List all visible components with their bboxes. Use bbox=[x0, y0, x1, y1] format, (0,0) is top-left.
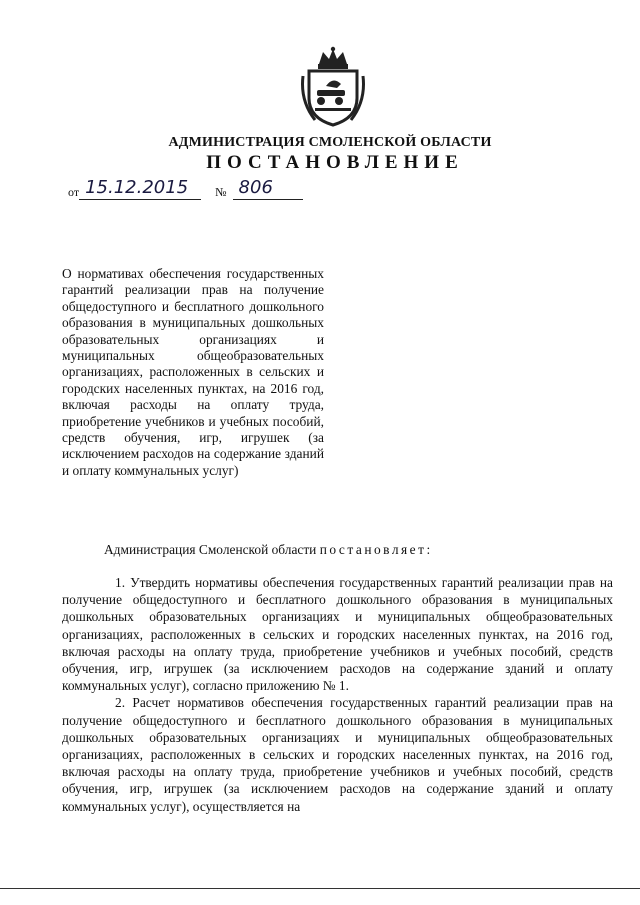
date-label: от bbox=[68, 185, 80, 199]
smolensk-coat-of-arms-icon bbox=[299, 46, 367, 128]
organization-name: АДМИНИСТРАЦИЯ СМОЛЕНСКОЙ ОБЛАСТИ bbox=[168, 135, 492, 150]
preamble-verb: постановляет: bbox=[319, 542, 433, 557]
paragraph-1: 1. Утвердить нормативы обеспечения государственных гарантий реализации прав на получение общедоступного и бесплатного дошкольного образования в муниципальных дошкольных образовательных организациях и муниципальных общеобразовательных организациях, расположенных в сельских и городских населенных пунктах, на 2016 год, включая расходы на оплату труда, приобретение учебников и учебных пособий, средств обучения, игр, игрушек (за исключением расходов на содержание зданий и оплату коммунальных услуг), согласно приложению № 1. bbox=[62, 575, 613, 694]
number-label: № bbox=[215, 185, 227, 199]
document-subject: О нормативах обеспечения государственных гарантий реализации прав на получение общедоступного и бесплатного дошкольного образования в муниципальных дошкольных образовательных организациях и муниципальных общеобразовательных организациях, расположенных в сельских и городских населенных пунктах, на 2016 год, включая расходы на оплату труда, приобретение учебников и учебных пособий, средств обучения, игр, игрушек (за исключением расходов на содержание зданий и оплату коммунальных услуг) bbox=[62, 266, 324, 478]
handwritten-number: 806 bbox=[233, 177, 303, 200]
paragraph-2: 2. Расчет нормативов обеспечения государственных гарантий реализации прав на получение общедоступного и бесплатного дошкольного образования в муниципальных дошкольных образовательных организациях и муниципальных общеобразовательных организациях, расположенных в сельских и городских населенных пунктах, на 2016 год, включая расходы на оплату труда, приобретение учебников и учебных пособий, средств обучения, игр, игрушек (за исключением расходов на содержание зданий и оплату коммунальных услуг), осуществляется на bbox=[62, 695, 613, 814]
document-body bbox=[62, 574, 613, 815]
preamble-text: Администрация Смоленской области bbox=[104, 542, 317, 557]
handwritten-date: 15.12.2015 bbox=[79, 177, 201, 200]
document-type-title: ПОСТАНОВЛЕНИЕ bbox=[206, 152, 464, 173]
page-bottom-rule bbox=[0, 888, 640, 889]
preamble bbox=[104, 542, 433, 558]
date-number-line bbox=[68, 174, 303, 200]
